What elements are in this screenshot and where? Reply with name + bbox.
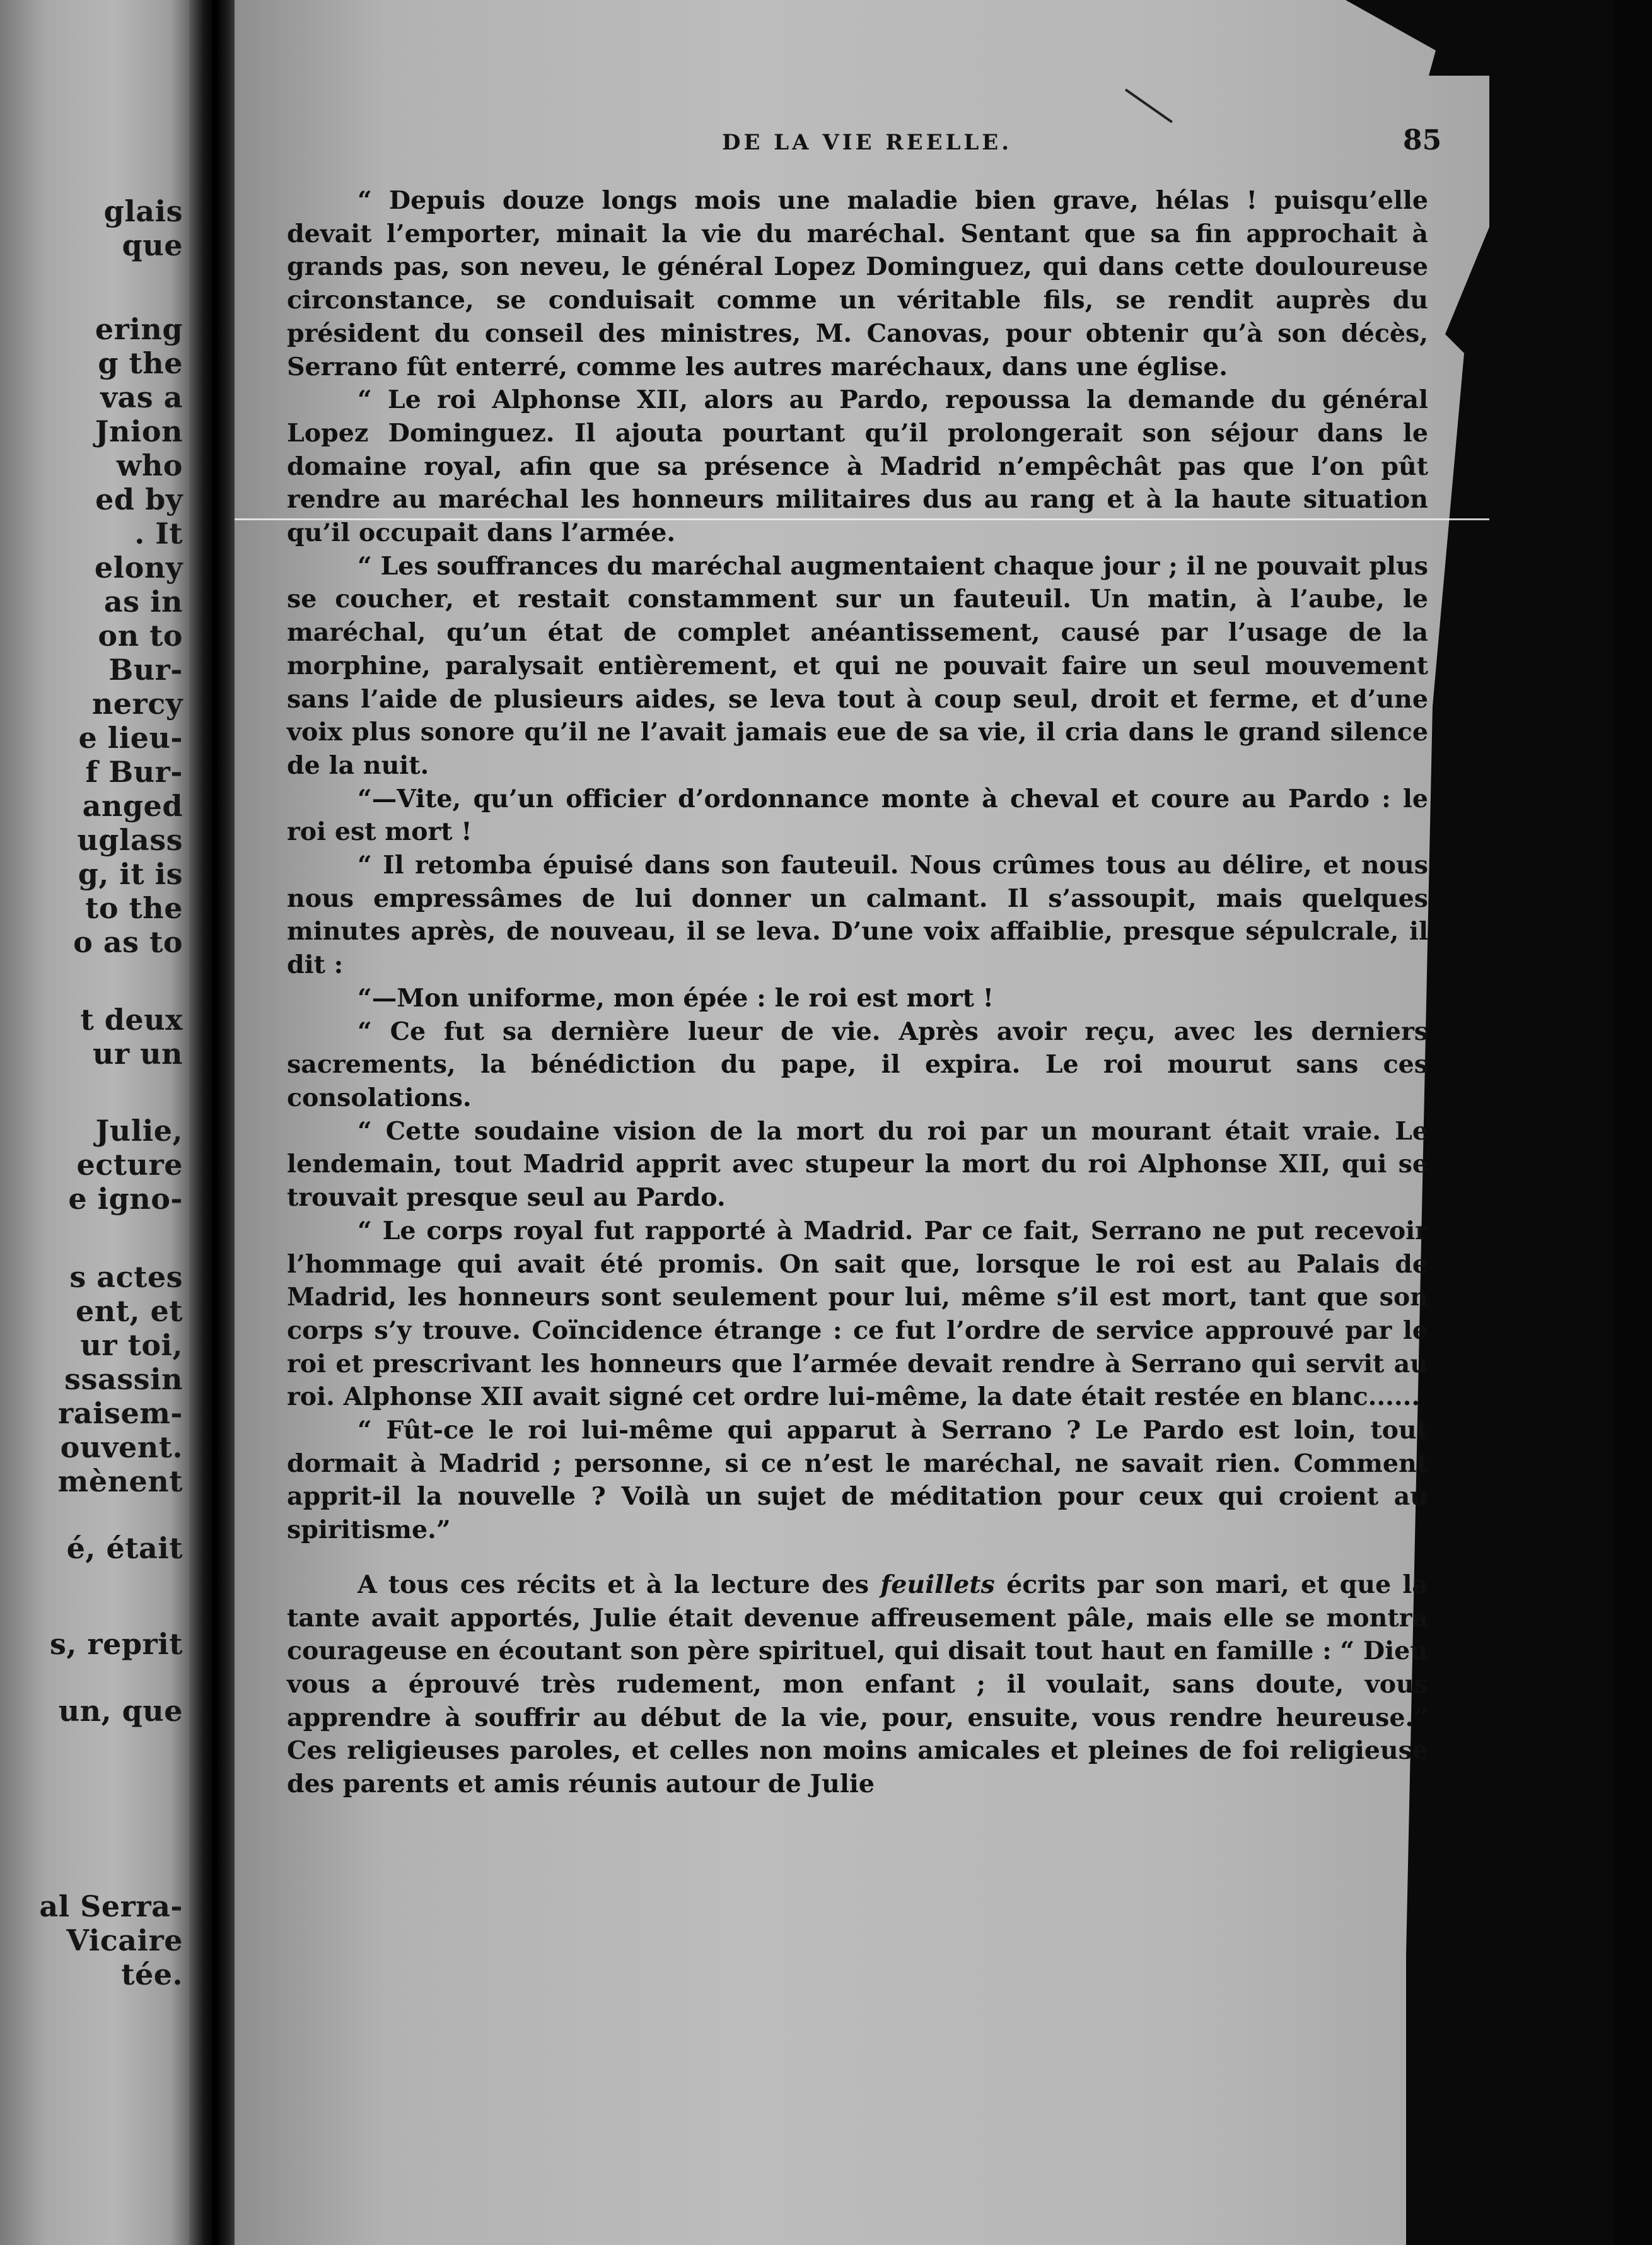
left-fragment: ent, et bbox=[75, 1294, 183, 1328]
left-fragment: ur toi, bbox=[80, 1328, 183, 1362]
left-fragment: g, it is bbox=[78, 857, 183, 891]
gutter-shadow-line bbox=[212, 0, 216, 2245]
left-fragment: tée. bbox=[121, 1957, 183, 1991]
left-fragment: e igno- bbox=[68, 1182, 183, 1216]
paragraph: “—Vite, qu’un officier d’ordonnance monte à cheval et coure au Pardo : le roi est mort ! bbox=[287, 784, 1428, 847]
left-page-strip bbox=[0, 0, 189, 2245]
left-fragment: Vicaire bbox=[66, 1923, 183, 1957]
left-fragment: un, que bbox=[58, 1694, 183, 1728]
paragraph: “ Ce fut sa dernière lueur de vie. Après avoir reçu, avec les derniers sacrements, la bénédiction du pape, il expira. Le roi mourut sans ces consolations. bbox=[287, 1017, 1428, 1112]
left-fragment: glais bbox=[103, 194, 183, 228]
left-fragment: ssassin bbox=[64, 1362, 183, 1396]
left-fragment: ering bbox=[95, 312, 183, 346]
paragraph: “ Cette soudaine vision de la mort du roi par un mourant était vraie. Le lendemain, tout Madrid apprit avec stupeur la mort du roi Alphonse XII, qui se trouvait presque seul au Pardo. bbox=[287, 1116, 1428, 1213]
left-fragment: raisem- bbox=[58, 1396, 183, 1430]
left-fragment: . It bbox=[134, 516, 183, 551]
paragraph: “ Les souffrances du maréchal augmentaient chaque jour ; il ne pouvait plus se coucher, et restait constamment sur un fauteuil. Un matin, à l’aube, le maréchal, qu’un état de complet anéantissement, causé par l’usage de la morphine, paralysait entièrement, et qui ne pouvait faire un seul mouvement sans l’aide de plusieurs aides, se leva tout à coup seul, droit et ferme, et d’une voix plus sonore qu’il ne l’avait jamais eue de sa vie, il cria dans le grand silence de la nuit. bbox=[287, 551, 1428, 780]
left-fragment: who bbox=[116, 448, 183, 482]
left-fragment: al Serra- bbox=[39, 1889, 183, 1923]
left-fragment: Julie, bbox=[95, 1114, 183, 1148]
left-fragment: que bbox=[122, 228, 183, 262]
left-fragment: as in bbox=[103, 585, 183, 619]
left-fragment: s actes bbox=[69, 1260, 183, 1294]
left-fragment: e lieu- bbox=[78, 721, 183, 755]
paragraph: “ Il retomba épuisé dans son fauteuil. Nous crûmes tous au délire, et nous nous empressâmes de lui donner un calmant. Il s’assoupit, mais quelques minutes après, de nouveau, il se leva. D’une voix affaiblie, presque sépulcrale, il dit : bbox=[287, 851, 1428, 980]
left-fragment: to the bbox=[85, 891, 183, 925]
paragraph: “—Mon uniforme, mon épée : le roi est mort ! bbox=[358, 983, 994, 1013]
closing-text-start: A tous ces récits et à la lecture des bbox=[358, 1570, 881, 1599]
paragraph: “ Fût-ce le roi lui-même qui apparut à Serrano ? Le Pardo est loin, tout dormait à Madrid ; personne, si ce n’est le maréchal, ne savait rien. Comment apprit-il la nouvelle ? Voilà un sujet de méditation pour ceux qui croient au spiritisme.” bbox=[287, 1416, 1428, 1545]
body-text bbox=[287, 184, 1428, 1801]
left-fragment: on to bbox=[98, 619, 183, 653]
scan-edge bbox=[1614, 0, 1652, 2245]
paragraph: “ Le corps royal fut rapporté à Madrid. Par ce fait, Serrano ne put recevoir l’hommage qui avait été promis. On sait que, lorsque le roi est au Palais de Madrid, les honneurs sont seulement pour lui, même s’il est mort, tant que son corps s’y trouve. Coïncidence étrange : ce fut l’ordre de service approuvé par le roi et prescrivant les honneurs que l’armée devait rendre à Serrano qui servit au roi. Alphonse XII avait signé cet ordre lui-même, la date était restée en blanc...... bbox=[287, 1216, 1428, 1412]
left-fragment: uglass bbox=[77, 823, 183, 857]
paragraph: “ Le roi Alphonse XII, alors au Pardo, repoussa la demande du général Lopez Dominguez. Il ajouta pourtant qu’il prolongerait son séjour dans le domaine royal, afin que sa présence à Madrid n’empêchât pas que l’on pût rendre au maréchal les honneurs militaires dus au rang et à la haute situation qu’il occupait dans l’armée. bbox=[287, 385, 1428, 548]
left-fragment: g the bbox=[98, 346, 183, 380]
italic-word: feuillets bbox=[880, 1570, 995, 1599]
left-fragment: vas a bbox=[100, 380, 183, 414]
left-fragment: ed by bbox=[95, 482, 183, 516]
left-fragment: o as to bbox=[73, 925, 183, 959]
left-fragment: Bur- bbox=[108, 653, 183, 687]
page-number: 85 bbox=[1403, 124, 1442, 156]
running-title: DE LA VIE REELLE. bbox=[722, 130, 1013, 155]
left-fragment: t deux bbox=[80, 1003, 183, 1037]
left-fragment: nercy bbox=[91, 687, 183, 721]
left-fragment: ecture bbox=[76, 1148, 183, 1182]
closing-text-end: écrits par son mari, et que la tante avait apportés, Julie était devenue affreusement pâle, mais elle se montra courageuse en écoutant son père spirituel, qui disait tout haut en famille : “ Dieu vous a éprouvé très rudement, mon enfant ; il voulait, sans doute, vous apprendre à souffrir au début de la vie, pour, ensuite, vous rendre heureuse.” Ces religieuses paroles, et celles non moins amicales et pleines de foi religieuse des parents et amis réunis autour de Julie bbox=[287, 1570, 1428, 1799]
left-fragment: Jnion bbox=[95, 414, 183, 448]
paragraph: “ Depuis douze longs mois une maladie bien grave, hélas ! puisqu’elle devait l’emporter, minait la vie du maréchal. Sentant que sa fin approchait à grands pas, son neveu, le général Lopez Dominguez, qui dans cette douloureuse circonstance, se conduisait comme un véritable fils, se rendit auprès du président du conseil des ministres, M. Canovas, pour obtenir qu’à son décès, Serrano fût enterré, comme les autres maréchaux, dans une église. bbox=[287, 186, 1428, 382]
left-fragment: s, reprit bbox=[49, 1627, 183, 1661]
left-fragment: elony bbox=[94, 551, 183, 585]
closing-paragraph bbox=[287, 1568, 1428, 1801]
left-fragment: mènent bbox=[57, 1464, 183, 1498]
left-fragment: é, était bbox=[66, 1531, 183, 1565]
left-fragment: f Bur- bbox=[85, 755, 183, 789]
left-fragment: anged bbox=[82, 789, 183, 823]
left-fragment: ouvent. bbox=[60, 1430, 183, 1464]
left-fragment: ur un bbox=[92, 1037, 183, 1071]
